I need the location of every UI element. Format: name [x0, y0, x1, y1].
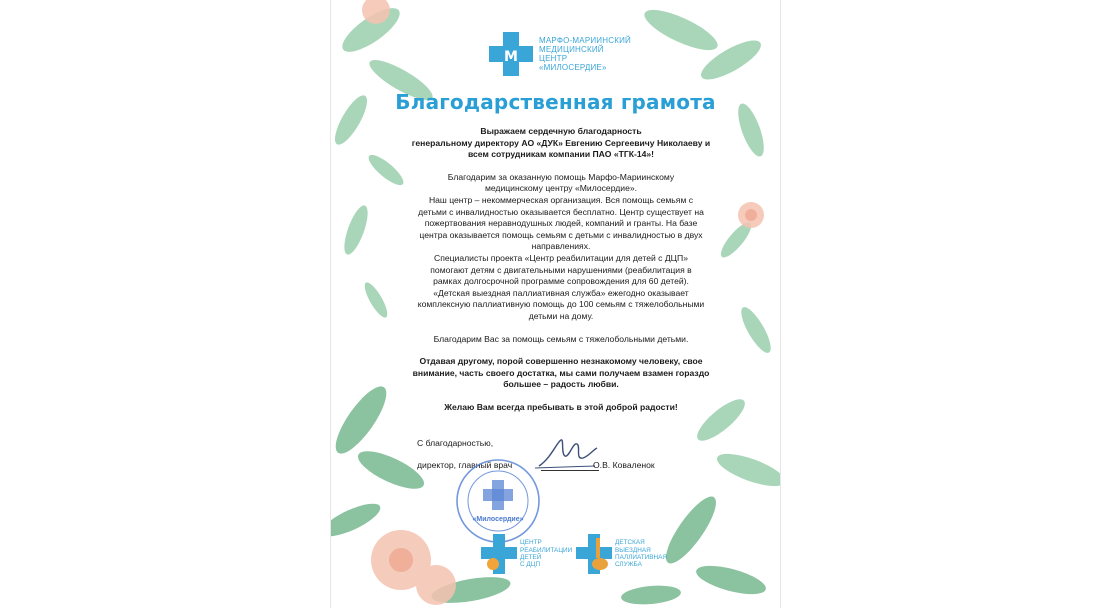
body-line: детьми на дому.	[528, 310, 594, 321]
body-line: Специалисты проекта «Центр реабилитации для детей с ДЦП»	[434, 252, 688, 263]
body-line: комплексную паллиативную помощь до 100 семьям с тяжелобольными	[417, 299, 705, 310]
body-line: Наш центр – некоммерческая организация. Вся помощь семьям с	[428, 194, 694, 205]
logo-text	[539, 36, 649, 72]
logo-line: ПАЛЛИАТИВНАЯ	[615, 554, 667, 561]
svg-text:М: М	[504, 49, 518, 65]
intro-line: генеральному директору АО «ДУК» Евгению Сергеевичу Николаеву и	[411, 137, 711, 148]
leaf-icon	[620, 583, 681, 606]
stamp-text: «Милосердие»	[472, 516, 524, 523]
stamp-icon	[455, 458, 541, 544]
wish-line: Желаю Вам всегда пребывать в этой доброй радости!	[444, 401, 678, 412]
leaf-icon	[736, 303, 776, 356]
leaf-icon	[361, 280, 391, 321]
logo-line: ДЕТСКАЯ	[615, 539, 645, 547]
thanks-line: Благодарим Вас за помощь семьям с тяжелобольными детьми.	[433, 333, 689, 344]
logo-line: ЦЕНТР	[539, 54, 568, 63]
logo-line: ВЫЕЗДНАЯ	[615, 546, 651, 554]
quote-line: Отдавая другому, порой совершенно незнакомому человеку, свое	[419, 356, 703, 367]
body-line: Благодарим за оказанную помощь Марфо-Мариинскому	[447, 171, 675, 182]
document-title: Благодарственная грамота	[395, 90, 716, 114]
logo-line: ДЕТЕЙ	[520, 554, 542, 561]
logo-line: РЕАБИЛИТАЦИИ	[520, 546, 573, 554]
logo-line: «МИЛОСЕРДИЕ»	[539, 63, 607, 72]
signature-line	[541, 470, 599, 471]
palliative-service-logo	[576, 534, 675, 574]
leaf-icon	[713, 447, 780, 492]
body-line: центра оказывается помощь семьям с детьми с инвалидностью в двух	[419, 229, 703, 240]
cross-icon	[489, 32, 533, 76]
certificate-page	[331, 0, 780, 608]
document-body	[401, 126, 721, 413]
body-line: рамках долгосрочной программе сопровождения для 60 детей).	[433, 276, 689, 287]
organization-logo	[489, 32, 649, 76]
leaf-icon	[331, 380, 395, 460]
page-border-right	[780, 0, 781, 608]
leaf-icon	[340, 203, 373, 257]
quote-line: большее – радость любви.	[503, 379, 619, 390]
logo-line: МАРФО-МАРИИНСКИЙ	[539, 36, 631, 45]
signature-icon	[531, 436, 601, 472]
body-line: помогают детям с двигательными нарушениями (реабилитация в	[430, 264, 692, 275]
logo-line: ЦЕНТР	[520, 539, 542, 547]
intro-line: Выражаем сердечную благодарность	[480, 126, 642, 136]
palliative-cross-icon	[576, 534, 612, 574]
body-line: «Детская выездная паллиативная служба» ежегодно оказывает	[433, 287, 689, 298]
position-text: директор, главный врач	[417, 460, 513, 470]
leaf-icon	[640, 2, 723, 58]
body-line: медицинскому центру «Милосердие».	[484, 183, 638, 194]
logo-line: С ДЦП	[520, 561, 541, 569]
rose-icon	[416, 565, 456, 605]
rehab-center-logo	[481, 534, 580, 574]
palliative-logo-text	[615, 539, 675, 569]
rehab-cross-icon	[481, 534, 517, 574]
leaf-icon	[331, 497, 384, 542]
intro-line: всем сотрудникам компании ПАО «ТГК-14»!	[467, 149, 655, 160]
body-line: направлениях.	[531, 241, 591, 252]
signatory-name: О.В. Коваленок	[593, 460, 655, 470]
leaf-icon	[693, 560, 768, 600]
body-line: пожертвования неравнодушных людей, компаний и гранты. На базе	[424, 218, 698, 229]
logo-line: МЕДИЦИНСКИЙ	[539, 45, 604, 54]
body-line: детьми с инвалидностью оказывается бесплатно. Центр существует на	[418, 206, 704, 217]
closing-text: С благодарностью,	[417, 438, 494, 448]
logo-line: СЛУЖБА	[615, 561, 642, 569]
rehab-logo-text	[520, 539, 580, 569]
quote-line: внимание, часть своего достатка, мы сами получаем взамен гораздо	[412, 367, 710, 378]
